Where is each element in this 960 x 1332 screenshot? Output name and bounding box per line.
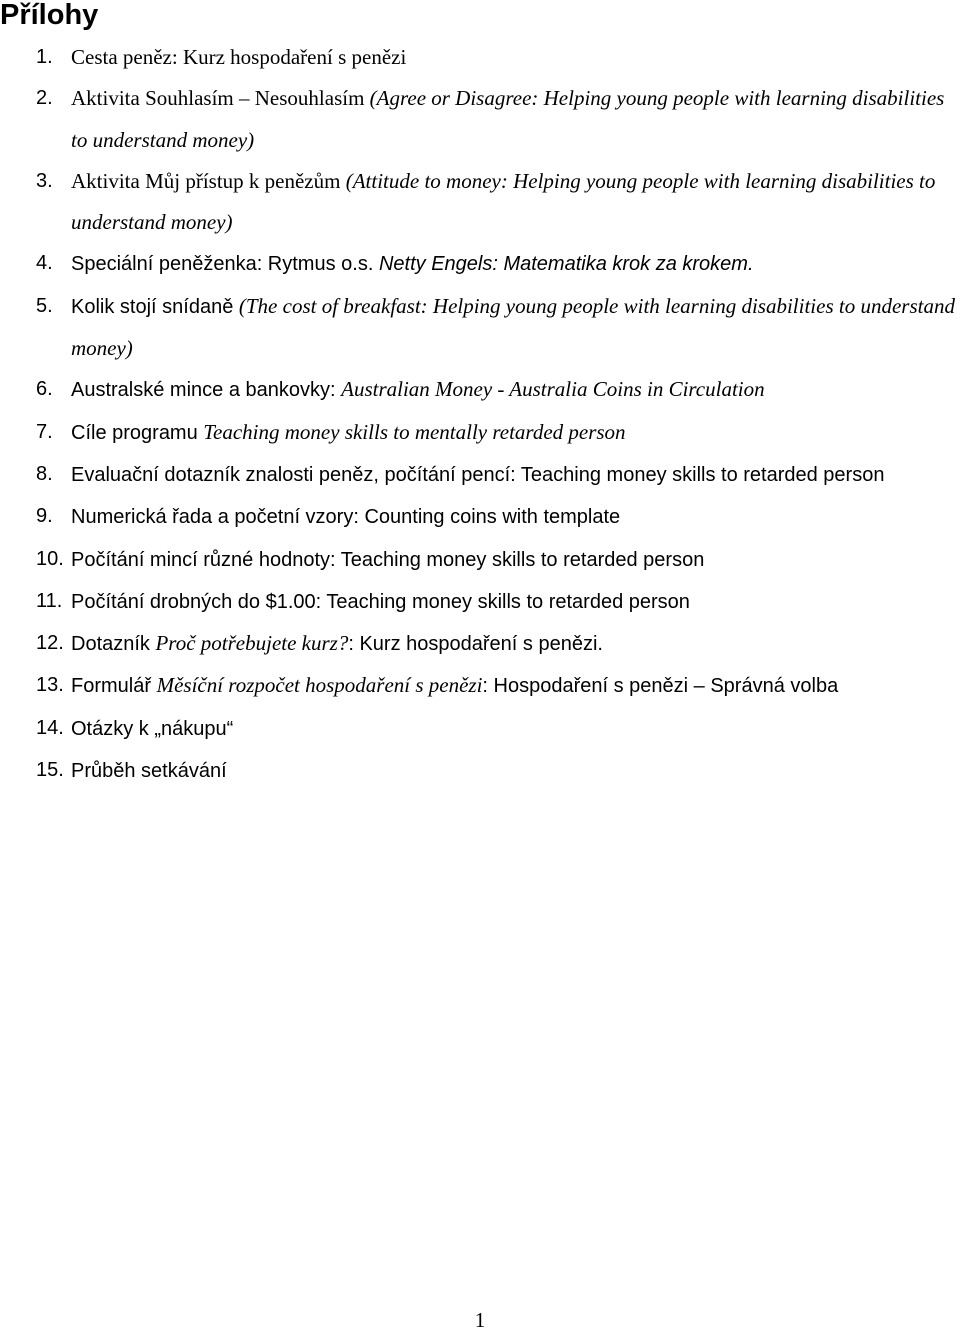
item-source: Australian Money - Australia Coins in Circulation <box>341 377 765 402</box>
list-item <box>0 581 960 623</box>
item-source: (The cost of breakfast: Helping young people with learning disabilities to understand money) <box>71 293 955 361</box>
item-source: Teaching money skills to mentally retarded person <box>203 419 626 444</box>
list-item <box>0 412 960 454</box>
item-text-suffix: : Kurz hospodaření s penězi. <box>348 633 603 656</box>
item-source: Netty Engels: Matematika krok za krokem. <box>378 253 754 276</box>
item-source: Proč potřebujete kurz? <box>155 631 349 656</box>
item-number: 10. <box>36 547 64 570</box>
item-text: Aktivita Souhlasím – Nesouhlasím <box>71 86 370 111</box>
item-number: 13. <box>36 674 64 697</box>
list-item <box>0 623 960 665</box>
page-number: 1 <box>474 1308 486 1332</box>
item-number: 9. <box>36 505 53 528</box>
item-number: 15. <box>36 759 64 782</box>
item-text: Cesta peněz: Kurz hospodaření s penězi <box>71 45 407 69</box>
list-item <box>0 539 960 581</box>
list-item <box>0 708 960 750</box>
item-text: Numerická řada a početní vzory: Counting coins with template <box>71 506 621 529</box>
page-title: Přílohy <box>0 0 99 31</box>
list-item <box>0 665 960 707</box>
list-item <box>0 243 960 285</box>
item-number: 11. <box>36 589 63 612</box>
item-text-suffix: : Hospodaření s penězi – Správná volba <box>482 675 839 698</box>
item-text: Kolik stojí snídaně <box>71 295 239 318</box>
item-number: 2. <box>36 87 53 110</box>
item-number: 7. <box>36 420 53 443</box>
list-item <box>0 37 960 78</box>
item-text: Průběh setkávání <box>71 760 227 783</box>
item-number: 5. <box>36 294 53 317</box>
list-item <box>0 78 960 161</box>
list-item <box>0 161 960 244</box>
item-number: 4. <box>36 252 53 275</box>
item-text: Australské mince a bankovky: <box>71 379 342 402</box>
list-item <box>0 454 960 496</box>
item-text: Otázky k „nákupu“ <box>71 717 234 740</box>
item-text: Evaluační dotazník znalosti peněz, počítání pencí: Teaching money skills to retarded person <box>71 463 885 486</box>
list-item <box>0 750 960 792</box>
list-item <box>0 496 960 538</box>
item-number: 1. <box>36 46 53 68</box>
item-text: Aktivita Můj přístup k penězům <box>71 168 346 193</box>
item-number: 8. <box>36 462 53 485</box>
item-text: Cíle programu <box>71 421 204 444</box>
list-item <box>0 369 960 411</box>
item-number: 6. <box>36 378 53 401</box>
item-source: Měsíční rozpočet hospodaření s penězi <box>156 673 483 698</box>
attachments-list <box>0 37 960 792</box>
item-text: Počítání mincí různé hodnoty: Teaching money skills to retarded person <box>71 548 705 571</box>
item-text: Dotazník <box>71 633 156 656</box>
item-source: (Agree or Disagree: Helping young people with learning disabilities to understand money) <box>71 86 945 152</box>
item-text: Speciální peněženka: Rytmus o.s. <box>71 253 379 276</box>
item-text: Formulář <box>71 675 157 698</box>
list-item <box>0 286 960 370</box>
item-text: Počítání drobných do $1.00: Teaching money skills to retarded person <box>71 590 690 613</box>
item-source: (Attitude to money: Helping young people with learning disabilities to understand money) <box>71 168 936 235</box>
item-number: 3. <box>36 169 53 192</box>
item-number: 12. <box>36 632 64 655</box>
item-number: 14. <box>36 716 64 739</box>
